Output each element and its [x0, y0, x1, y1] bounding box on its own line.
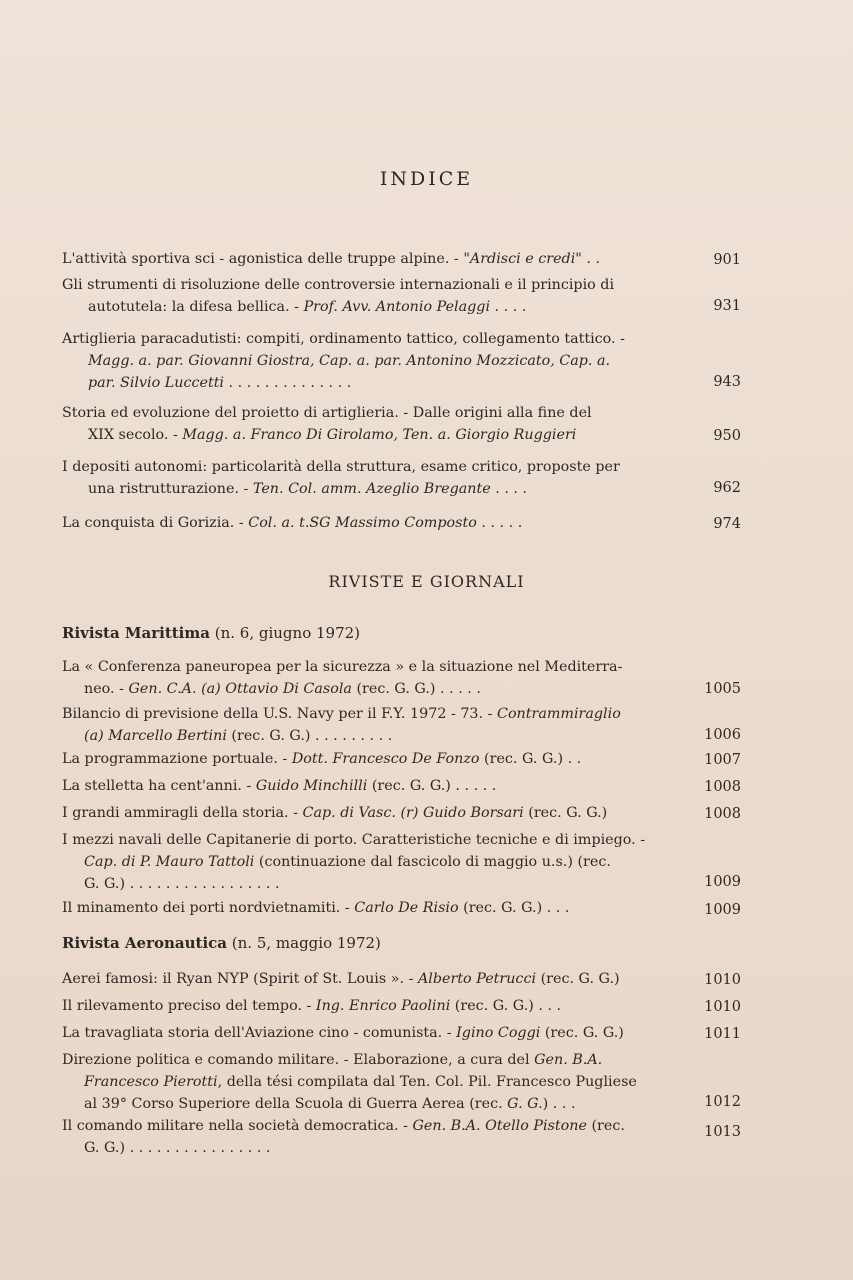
- page-number: 1006: [704, 727, 741, 743]
- entry-line: [62, 296, 670, 318]
- page-number: 1008: [704, 806, 741, 822]
- entry-author: "Ardisci e credi": [463, 251, 582, 267]
- entry-suffix: (rec. G. G.) . . .: [450, 998, 562, 1014]
- entry-title: neo. -: [84, 681, 129, 697]
- page-number: 962: [713, 480, 741, 496]
- page-number: 950: [713, 428, 741, 444]
- entry-title: I grandi ammiragli della storia. -: [62, 805, 303, 821]
- entry-suffix: ) . . .: [542, 1096, 576, 1112]
- entry-suffix: . . . . .: [476, 515, 523, 531]
- entry-line: [62, 703, 670, 725]
- toc-entry: [62, 748, 670, 770]
- entry-title: La travagliata storia dell'Aviazione cino - comunista. -: [62, 1025, 457, 1041]
- page-number: 1005: [704, 681, 741, 697]
- entry-author: Cap. di P. Mauro Tattoli: [84, 854, 255, 870]
- entry-author: Magg. a. par. Giovanni Giostra, Cap. a. par. Antonino Mozzicato, Cap. a.: [88, 353, 611, 369]
- entry-line: [62, 456, 670, 478]
- entry-line: [62, 873, 670, 895]
- entry-line: [62, 1137, 670, 1159]
- page-number: 1008: [704, 779, 741, 795]
- entry-title: Artiglieria paracadutisti: compiti, ordinamento tattico, collegamento tattico. -: [62, 331, 625, 347]
- toc-entry: [62, 897, 670, 919]
- page-number: 1012: [704, 1094, 741, 1110]
- entry-title: G. G.) . . . . . . . . . . . . . . . .: [84, 1140, 271, 1156]
- page-number: 943: [713, 374, 741, 390]
- entry-author: Dott. Francesco De Fonzo: [291, 751, 480, 767]
- entry-suffix: (rec. G. G.): [536, 971, 620, 987]
- page-number: 1009: [704, 902, 741, 918]
- entry-title: I depositi autonomi: particolarità della struttura, esame critico, proposte per: [62, 459, 620, 475]
- page-number: 1010: [704, 999, 741, 1015]
- toc-entry: [62, 456, 670, 500]
- entry-title: una ristrutturazione. -: [88, 481, 253, 497]
- entry-suffix: (continuazione dal fascicolo di maggio u.s.) (rec.: [254, 854, 611, 870]
- entry-line: [62, 775, 670, 797]
- entry-line: [62, 1022, 670, 1044]
- page-number: 1013: [704, 1124, 741, 1140]
- section-name: Rivista Aeronautica: [62, 934, 227, 952]
- entry-suffix: (rec. G. G.) . . .: [458, 900, 570, 916]
- entry-author: G. G.: [507, 1096, 543, 1112]
- entry-author: Prof. Avv. Antonio Pelaggi: [303, 299, 491, 315]
- entry-author: Contrammiraglio: [497, 706, 621, 722]
- section-name: Rivista Marittima: [62, 624, 210, 642]
- entry-suffix: (rec. G. G.) . . . . .: [367, 778, 497, 794]
- entry-suffix: (rec. G. G.) . .: [479, 751, 582, 767]
- entry-author: Francesco Pierotti: [84, 1074, 218, 1090]
- entry-title: La conquista di Gorizia. -: [62, 515, 249, 531]
- entry-title: L'attività sportiva sci - agonistica delle truppe alpine. -: [62, 251, 464, 267]
- toc-entry: [62, 656, 670, 700]
- section-heading-rivista-aeronautica: [62, 932, 381, 954]
- page-number: 1010: [704, 972, 741, 988]
- entry-line: [62, 402, 670, 424]
- entry-line: [62, 656, 670, 678]
- entry-line: [62, 248, 670, 270]
- entry-line: [62, 1093, 670, 1115]
- entry-author: Igino Coggi: [456, 1025, 541, 1041]
- entry-title: XIX secolo. -: [88, 427, 183, 443]
- entry-title: Bilancio di previsione della U.S. Navy per il F.Y. 1972 - 73. -: [62, 706, 497, 722]
- entry-author: Cap. di Vasc. (r) Guido Borsari: [302, 805, 524, 821]
- toc-entry: [62, 1115, 670, 1159]
- entry-line: [62, 424, 670, 446]
- toc-entry: [62, 703, 670, 747]
- page-number: 1011: [704, 1026, 741, 1042]
- entry-author: Alberto Petrucci: [417, 971, 537, 987]
- entry-title: Gli strumenti di risoluzione delle controversie internazionali e il principio di: [62, 277, 615, 293]
- entry-title: al 39° Corso Superiore della Scuola di Guerra Aerea (rec.: [84, 1096, 508, 1112]
- toc-entry: [62, 402, 670, 446]
- page-number: 901: [713, 252, 741, 268]
- entry-author: Ing. Enrico Paolini: [315, 998, 451, 1014]
- entry-suffix: (rec. G. G.) . . . . .: [351, 681, 481, 697]
- entry-author: Gen. B.A.: [534, 1052, 603, 1068]
- entry-title: La « Conferenza paneuropea per la sicurezza » e la situazione nel Mediterra-: [62, 659, 623, 675]
- toc-entry: [62, 802, 670, 824]
- entry-title: Il minamento dei porti nordvietnamiti. -: [62, 900, 355, 916]
- entry-title: Direzione politica e comando militare. - Elaborazione, a cura del: [62, 1052, 535, 1068]
- toc-entry: [62, 274, 670, 318]
- entry-line: [62, 802, 670, 824]
- entry-suffix: (rec. G. G.): [523, 805, 608, 821]
- reviews-title: RIVISTE E GIORNALI: [328, 572, 525, 591]
- toc-entry: [62, 328, 670, 394]
- section-detail: (n. 6, giugno 1972): [209, 624, 361, 642]
- entry-title: Aerei famosi: il Ryan NYP (Spirit of St. Louis ». -: [62, 971, 418, 987]
- toc-entry: [62, 512, 670, 534]
- entry-line: [62, 829, 670, 851]
- entry-line: [62, 995, 670, 1017]
- toc-entry: [62, 775, 670, 797]
- page-number: 931: [713, 298, 741, 314]
- entry-line: [62, 1049, 670, 1071]
- entry-author: (a) Marcello Bertini: [84, 728, 227, 744]
- toc-entry: [62, 829, 670, 895]
- toc-entry: [62, 995, 670, 1017]
- entry-suffix: (rec. G. G.) . . . . . . . . .: [226, 728, 393, 744]
- entry-suffix: . .: [581, 251, 601, 267]
- toc-entry: [62, 1049, 670, 1115]
- entry-line: [62, 1071, 670, 1093]
- entry-suffix: . . . . . . . . . . . . . .: [224, 375, 352, 391]
- entry-title: La stelletta ha cent'anni. -: [62, 778, 256, 794]
- entry-title: Storia ed evoluzione del proietto di artiglieria. - Dalle origini alla fine del: [62, 405, 592, 421]
- entry-author: Gen. C.A. (a) Ottavio Di Casola: [128, 681, 352, 697]
- entry-suffix: (rec. G. G.): [540, 1025, 624, 1041]
- entry-author: par. Silvio Luccetti: [88, 375, 225, 391]
- entry-line: [62, 678, 670, 700]
- entry-title: Il rilevamento preciso del tempo. -: [62, 998, 316, 1014]
- entry-title: La programmazione portuale. -: [62, 751, 292, 767]
- entry-line: [62, 968, 670, 990]
- entry-line: [62, 372, 670, 394]
- entry-line: [62, 1115, 670, 1137]
- entry-author: Col. a. t.SG Massimo Composto: [248, 515, 477, 531]
- entry-title: G. G.) . . . . . . . . . . . . . . . . .: [84, 876, 280, 892]
- entry-title: Il comando militare nella società democratica. -: [62, 1118, 413, 1134]
- entry-author: Guido Minchilli: [255, 778, 368, 794]
- section-detail: (n. 5, maggio 1972): [227, 934, 381, 952]
- entry-line: [62, 328, 670, 350]
- page-number: 1007: [704, 752, 741, 768]
- entry-suffix: (rec.: [586, 1118, 625, 1134]
- entry-line: [62, 897, 670, 919]
- entry-line: [62, 350, 670, 372]
- entry-suffix: . . . .: [490, 481, 528, 497]
- entry-author: Carlo De Risio: [354, 900, 459, 916]
- index-title: INDICE: [379, 168, 474, 190]
- page-number: 974: [713, 516, 741, 532]
- entry-line: [62, 274, 670, 296]
- entry-author: Ten. Col. amm. Azeglio Bregante: [252, 481, 491, 497]
- entry-line: [62, 478, 670, 500]
- entry-line: [62, 748, 670, 770]
- entry-title: I mezzi navali delle Capitanerie di porto. Caratteristiche tecniche e di impiego. -: [62, 832, 646, 848]
- entry-author: Gen. B.A. Otello Pistone: [412, 1118, 587, 1134]
- page-number: 1009: [704, 874, 741, 890]
- section-heading-rivista-marittima: [62, 622, 360, 644]
- entry-suffix: . . . .: [490, 299, 527, 315]
- toc-entry: [62, 1022, 670, 1044]
- toc-entry: [62, 968, 670, 990]
- entry-author: Magg. a. Franco Di Girolamo, Ten. a. Giorgio Ruggieri: [182, 427, 577, 443]
- toc-entry: [62, 248, 670, 270]
- entry-line: [62, 851, 670, 873]
- entry-line: [62, 512, 670, 534]
- entry-line: [62, 725, 670, 747]
- entry-suffix: , della tési compilata dal Ten. Col. Pil. Francesco Pugliese: [217, 1074, 637, 1090]
- entry-title: autotutela: la difesa bellica. -: [88, 299, 304, 315]
